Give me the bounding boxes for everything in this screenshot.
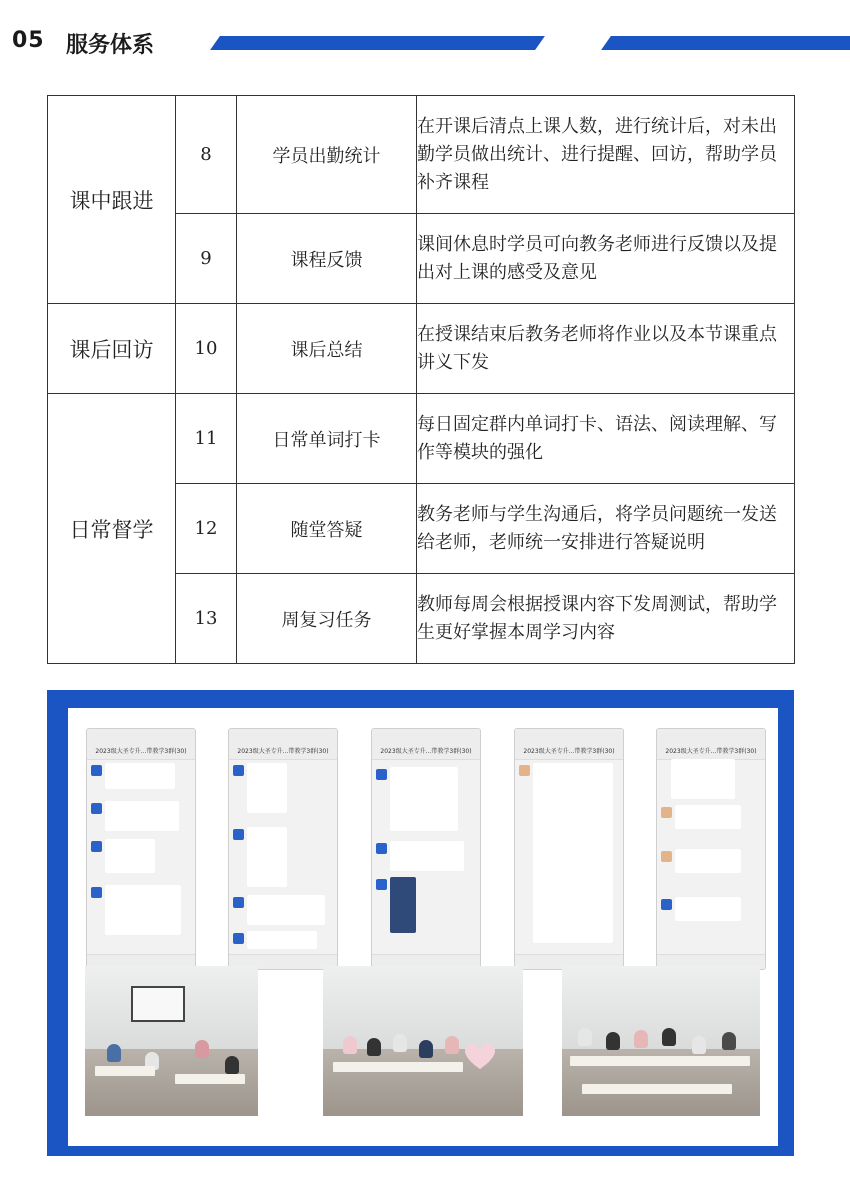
category-in-class: 课中跟进 <box>48 96 176 304</box>
row-number: 8 <box>176 96 237 214</box>
chat-title: 2023级大圣专升...带教学3群(30) <box>372 745 480 760</box>
chat-title: 2023级大圣专升...带教学3群(30) <box>87 745 195 760</box>
row-number: 13 <box>176 574 237 664</box>
row-item: 课后总结 <box>237 304 417 394</box>
chat-screenshot-1 <box>86 728 196 970</box>
row-description: 教务老师与学生沟通后，将学员问题统一发送给老师，老师统一安排进行答疑说明 <box>417 484 795 574</box>
row-description: 课间休息时学员可向教务老师进行反馈以及提出对上课的感受及意见 <box>417 214 795 304</box>
chat-title: 2023级大圣专升...带教学3群(30) <box>515 745 623 760</box>
heart-sticker <box>465 1044 495 1070</box>
table-row <box>48 304 795 394</box>
chat-screenshot-4 <box>514 728 624 970</box>
chat-screenshot-5 <box>656 728 766 970</box>
category-after-class: 课后回访 <box>48 304 176 394</box>
row-number: 9 <box>176 214 237 304</box>
row-description: 在开课后清点上课人数，进行统计后，对未出勤学员做出统计、进行提醒、回访，帮助学员补齐课程 <box>417 96 795 214</box>
header-stripe-right <box>601 36 850 50</box>
row-description: 每日固定群内单词打卡、语法、阅读理解、写作等模块的强化 <box>417 394 795 484</box>
classroom-photo-1 <box>85 966 258 1116</box>
row-number: 11 <box>176 394 237 484</box>
photo-collage-frame <box>47 690 794 1156</box>
chat-screenshot-3 <box>371 728 481 970</box>
photo-collage <box>68 708 778 1146</box>
classroom-photo-3 <box>562 966 760 1116</box>
category-daily: 日常督学 <box>48 394 176 664</box>
section-number: 05 <box>12 28 45 53</box>
row-item: 日常单词打卡 <box>237 394 417 484</box>
page-header <box>0 0 850 80</box>
row-description: 教师每周会根据授课内容下发周测试，帮助学生更好掌握本周学习内容 <box>417 574 795 664</box>
chat-title: 2023级大圣专升...带教学3群(30) <box>657 745 765 760</box>
chat-screenshot-2 <box>228 728 338 970</box>
row-item: 学员出勤统计 <box>237 96 417 214</box>
table-row <box>48 394 795 484</box>
chat-title: 2023级大圣专升...带教学3群(30) <box>229 745 337 760</box>
table-row <box>48 96 795 214</box>
service-table <box>47 95 795 664</box>
row-item: 周复习任务 <box>237 574 417 664</box>
row-number: 10 <box>176 304 237 394</box>
classroom-photo-2 <box>323 966 523 1116</box>
row-item: 随堂答疑 <box>237 484 417 574</box>
header-stripe-left <box>210 36 545 50</box>
section-title: 服务体系 <box>66 33 155 58</box>
row-item: 课程反馈 <box>237 214 417 304</box>
row-number: 12 <box>176 484 237 574</box>
row-description: 在授课结束后教务老师将作业以及本节课重点讲义下发 <box>417 304 795 394</box>
